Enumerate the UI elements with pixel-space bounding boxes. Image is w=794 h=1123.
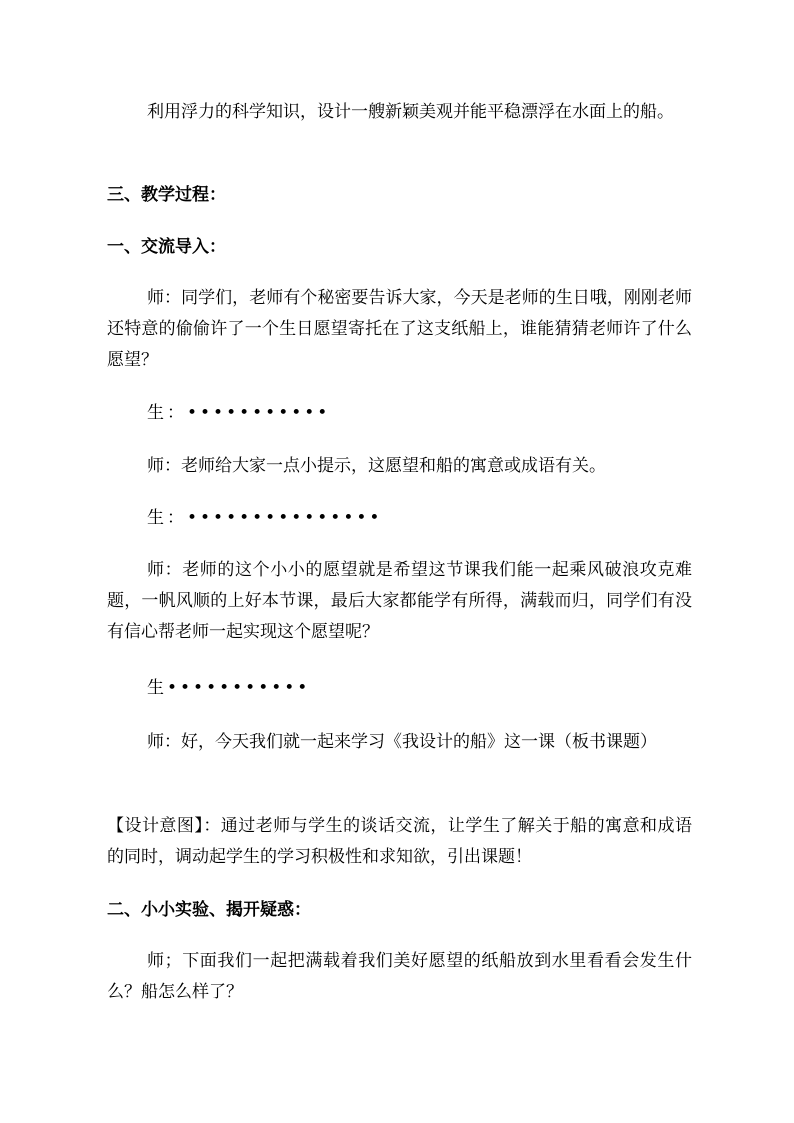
- heading-teaching-process: 三、教学过程：: [107, 185, 226, 205]
- paragraph-teacher-3: 师：老师的这个小小的愿望就是希望这节课我们能一起乘风破浪攻克难题，一帆风顺的上好本节课，最后大家都能学有所得，满载而归，同学们有没有信心帮老师一起实现这个愿望呢？: [107, 560, 692, 642]
- paragraph-design-intent: 【设计意图】：通过老师与学生的谈话交流，让学生了解关于船的寓意和成语的同时，调动起学生的学习积极性和求知欲，引出课题！: [107, 816, 692, 867]
- paragraph-teacher-1: 师：同学们，老师有个秘密要告诉大家，今天是老师的生日哦，刚刚老师还特意的偷偷许了一个生日愿望寄托在了这支纸船上，谁能猜猜老师许了什么愿望？: [107, 288, 692, 370]
- paragraph-goal: 利用浮力的科学知识，设计一艘新颖美观并能平稳漂浮在水面上的船。: [147, 102, 674, 122]
- heading-experiment: 二、小小实验、揭开疑惑：: [107, 900, 311, 920]
- paragraph-student-3: 生•••••••••••: [147, 678, 311, 698]
- paragraph-teacher-5: 师；下面我们一起把满载着我们美好愿望的纸船放到水里看看会发生什么？船怎么样了？: [107, 951, 692, 1002]
- paragraph-teacher-2: 师：老师给大家一点小提示，这愿望和船的寓意或成语有关。: [147, 456, 606, 476]
- paragraph-student-1: 生：•••••••••••: [147, 403, 331, 423]
- heading-intro: 一、交流导入：: [107, 237, 226, 257]
- paragraph-student-2: 生：•••••••••••••••: [147, 508, 383, 528]
- paragraph-teacher-4: 师：好，今天我们就一起来学习《我设计的船》这一课（板书课题）: [147, 732, 657, 752]
